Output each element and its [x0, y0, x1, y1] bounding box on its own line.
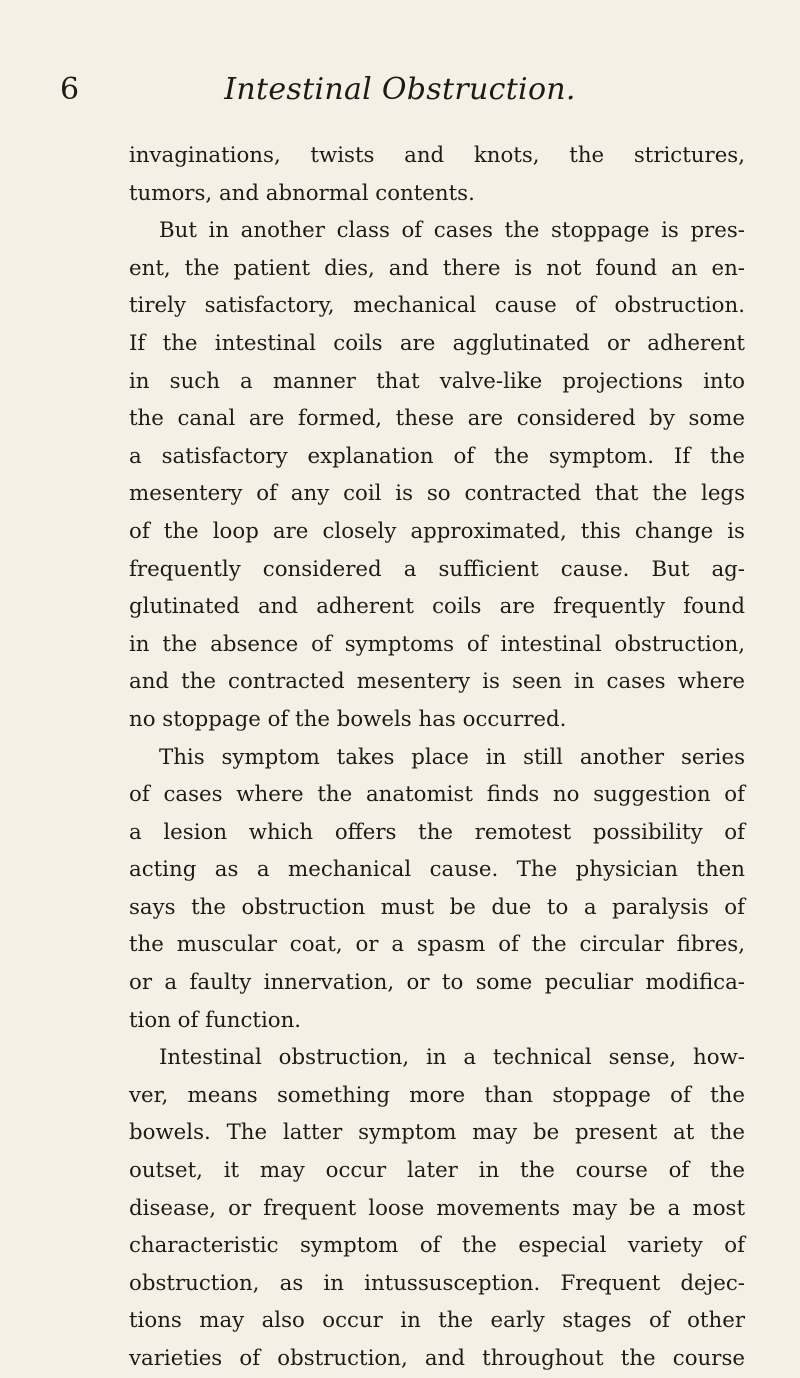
text-line: the canal are formed, these are considered by some	[129, 406, 745, 432]
text-line: frequently considered a sufficient cause. But ag-	[129, 556, 745, 582]
text-line: no stoppage of the bowels has occurred.	[129, 706, 567, 732]
page-header	[60, 72, 740, 112]
page-number: 6	[60, 72, 80, 107]
text-line: a satisfactory explanation of the symptom. If the	[129, 443, 745, 469]
text-line: glutinated and adherent coils are frequently found	[129, 594, 745, 620]
text-line: Intestinal obstruction, in a technical sense, how-	[159, 1045, 745, 1071]
text-line: of cases where the anatomist finds no suggestion of	[129, 782, 745, 808]
text-line: But in another class of cases the stoppage is pres-	[159, 218, 745, 244]
text-line: tions may also occur in the early stages of other	[129, 1308, 745, 1334]
text-line: says the obstruction must be due to a paralysis of	[129, 894, 745, 920]
text-line: or a faulty innervation, or to some peculiar modifica-	[129, 970, 745, 996]
text-line: in such a manner that valve-like projections into	[129, 368, 745, 394]
text-line: disease, or frequent loose movements may be a most	[129, 1195, 745, 1221]
text-line: tirely satisfactory, mechanical cause of obstruction.	[129, 293, 745, 319]
text-line: characteristic symptom of the especial variety of	[129, 1233, 745, 1259]
text-line: This symptom takes place in still another series	[159, 744, 745, 770]
text-line: ent, the patient dies, and there is not found an en-	[129, 255, 745, 281]
text-line: If the intestinal coils are agglutinated or adherent	[129, 330, 745, 356]
text-line: a lesion which offers the remotest possibility of	[129, 819, 745, 845]
text-line: and the contracted mesentery is seen in cases where	[129, 669, 745, 695]
text-line: obstruction, as in intussusception. Frequent dejec-	[129, 1270, 745, 1296]
text-line: bowels. The latter symptom may be present at the	[129, 1120, 745, 1146]
body-text	[129, 137, 745, 1378]
text-line: in the absence of symptoms of intestinal obstruction,	[129, 631, 745, 657]
text-line: invaginations, twists and knots, the strictures,	[129, 143, 745, 168]
text-line: mesentery of any coil is so contracted that the legs	[129, 481, 745, 507]
text-line: the muscular coat, or a spasm of the circular fibres,	[129, 932, 745, 958]
text-line: varieties of obstruction, and throughout the course	[129, 1346, 745, 1371]
text-line: tion of function.	[129, 1007, 302, 1033]
running-title: Intestinal Obstruction.	[224, 72, 576, 107]
text-line: tumors, and abnormal contents.	[129, 180, 475, 206]
text-line: outset, it may occur later in the course of the	[129, 1158, 745, 1184]
text-line: acting as a mechanical cause. The physician then	[129, 857, 745, 883]
text-line: of the loop are closely approximated, this change is	[129, 518, 745, 544]
text-line: ver, means something more than stoppage of the	[129, 1082, 745, 1108]
